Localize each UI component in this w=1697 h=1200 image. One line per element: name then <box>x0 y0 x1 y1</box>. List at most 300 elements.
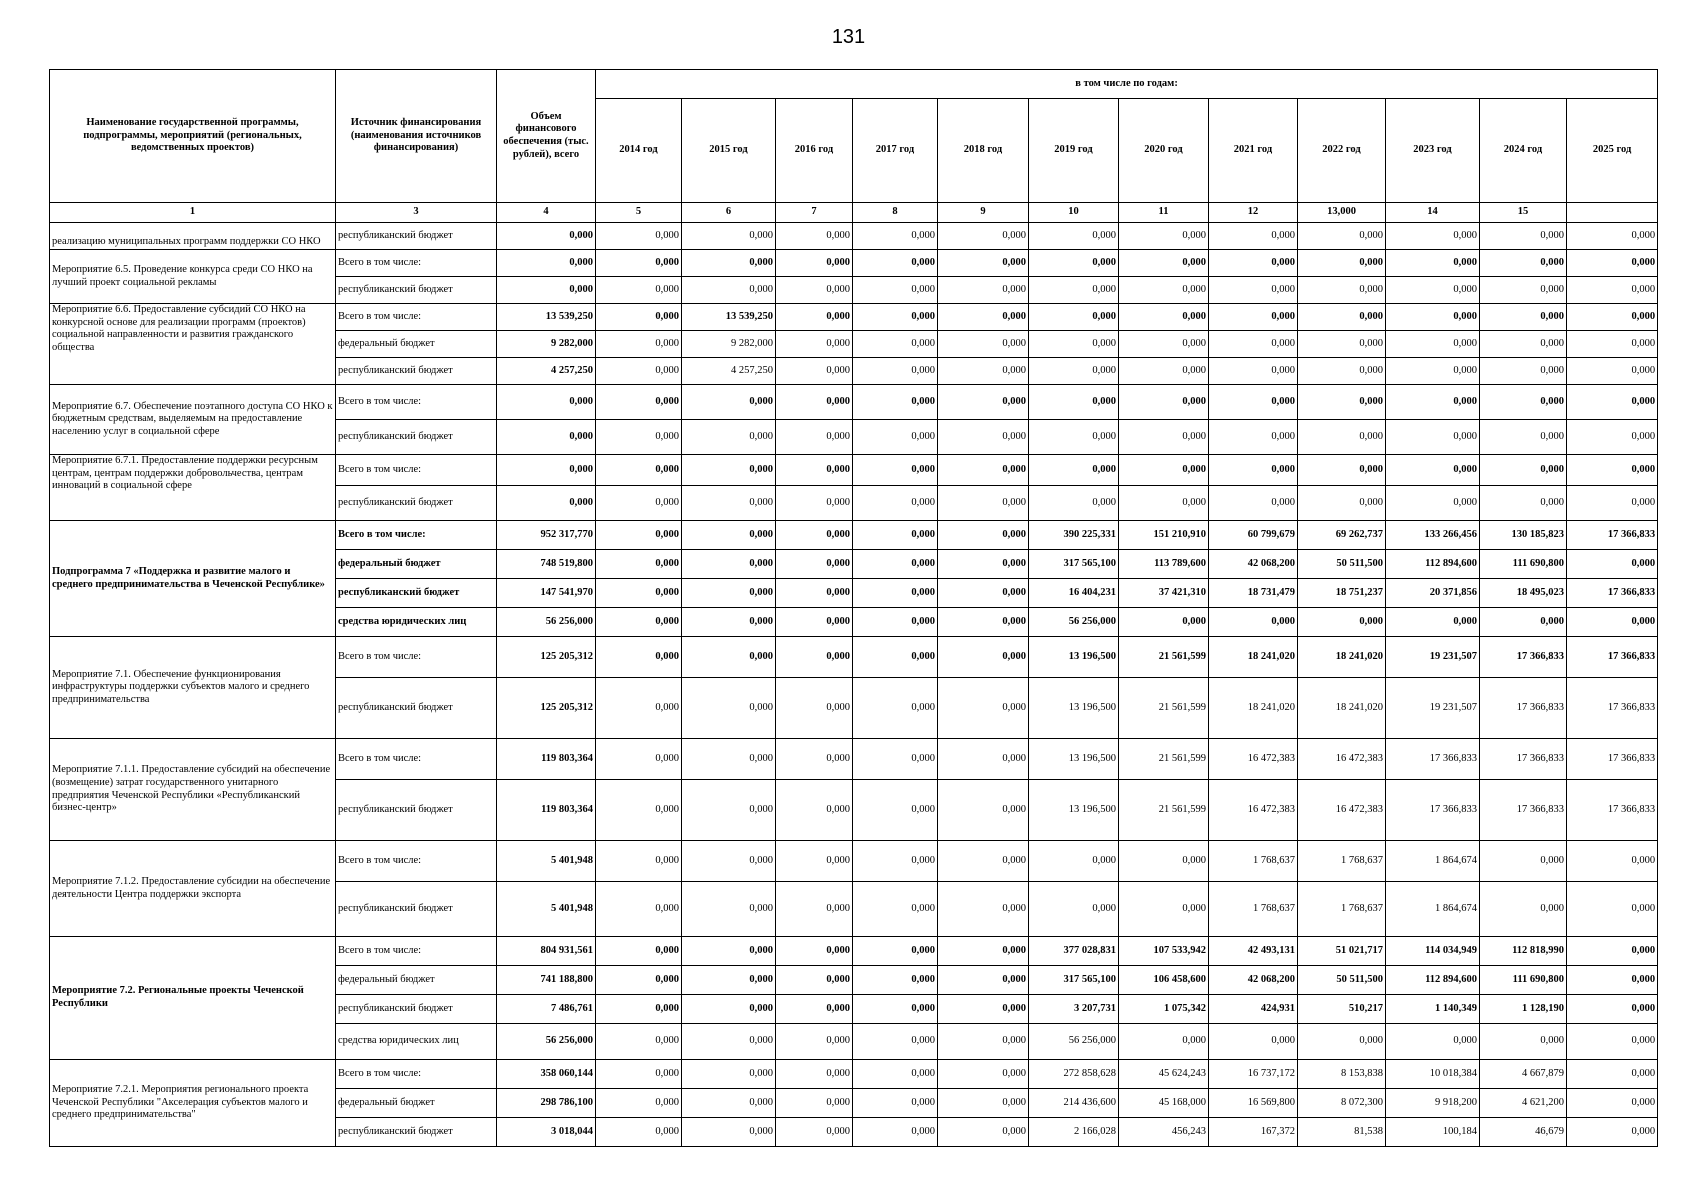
program-name-cell: Мероприятие 7.2. Региональные проекты Чеченской Республики <box>50 937 336 1060</box>
header-year: 2016 год <box>776 99 853 203</box>
year-value: 3 207,731 <box>1029 995 1119 1024</box>
header-source: Источник финансирования (наименования источников финансирования) <box>336 70 497 203</box>
year-value: 0,000 <box>938 1060 1029 1089</box>
year-value: 0,000 <box>1567 937 1658 966</box>
year-value: 0,000 <box>853 358 938 385</box>
program-name-cell <box>50 223 336 250</box>
table-row <box>50 455 1658 486</box>
year-value: 18 751,237 <box>1298 579 1386 608</box>
year-value: 0,000 <box>853 780 938 841</box>
year-value: 0,000 <box>1029 223 1119 250</box>
year-value: 4 621,200 <box>1480 1089 1567 1118</box>
year-value: 0,000 <box>853 1089 938 1118</box>
year-value: 0,000 <box>776 966 853 995</box>
funding-source: республиканский бюджет <box>336 995 497 1024</box>
year-value: 21 561,599 <box>1119 739 1209 780</box>
year-value: 0,000 <box>776 304 853 331</box>
column-number: 4 <box>497 203 596 223</box>
year-value: 0,000 <box>1298 385 1386 420</box>
year-value: 0,000 <box>1386 486 1480 521</box>
total-value: 0,000 <box>497 250 596 277</box>
year-value: 0,000 <box>1480 358 1567 385</box>
column-number: 13,000 <box>1298 203 1386 223</box>
program-name-cell: Мероприятие 6.7. Обеспечение поэтапного доступа СО НКО к бюджетным средствам, выделяемым на предоставление населению услуг в социальной сфере <box>50 385 336 455</box>
year-value: 8 072,300 <box>1298 1089 1386 1118</box>
year-value: 0,000 <box>1119 304 1209 331</box>
year-value: 0,000 <box>776 277 853 304</box>
program-name-cell: Мероприятие 7.1.1. Предоставление субсидий на обеспечение (возмещение) затрат государственного унитарного предприятия Чеченской Республики «Республиканский бизнес-центр» <box>50 739 336 841</box>
year-value: 1 075,342 <box>1119 995 1209 1024</box>
year-value: 0,000 <box>1480 304 1567 331</box>
year-value: 56 256,000 <box>1029 1024 1119 1060</box>
year-value: 0,000 <box>853 739 938 780</box>
year-value: 0,000 <box>938 739 1029 780</box>
year-value: 17 366,833 <box>1386 780 1480 841</box>
header-year: 2018 год <box>938 99 1029 203</box>
year-value: 0,000 <box>1029 304 1119 331</box>
year-value: 0,000 <box>776 780 853 841</box>
year-value: 0,000 <box>1119 1024 1209 1060</box>
funding-source: Всего в том числе: <box>336 385 497 420</box>
year-value: 0,000 <box>1209 385 1298 420</box>
year-value: 0,000 <box>853 1118 938 1147</box>
table-row <box>50 521 1658 550</box>
year-value: 0,000 <box>938 882 1029 937</box>
year-value: 19 231,507 <box>1386 678 1480 739</box>
funding-source: республиканский бюджет <box>336 420 497 455</box>
year-value: 0,000 <box>1298 277 1386 304</box>
year-value: 1 768,637 <box>1209 841 1298 882</box>
year-value: 0,000 <box>596 420 682 455</box>
year-value: 0,000 <box>1480 223 1567 250</box>
year-value: 0,000 <box>853 637 938 678</box>
year-value: 0,000 <box>938 521 1029 550</box>
year-value: 0,000 <box>1298 486 1386 521</box>
year-value: 17 366,833 <box>1567 780 1658 841</box>
funding-source: средства юридических лиц <box>336 1024 497 1060</box>
year-value: 0,000 <box>853 277 938 304</box>
year-value: 17 366,833 <box>1480 678 1567 739</box>
year-value: 56 256,000 <box>1029 608 1119 637</box>
year-value: 0,000 <box>1480 420 1567 455</box>
year-value: 0,000 <box>853 223 938 250</box>
table-row <box>50 250 1658 277</box>
year-value: 0,000 <box>938 1024 1029 1060</box>
year-value: 0,000 <box>1209 304 1298 331</box>
year-value: 0,000 <box>682 678 776 739</box>
year-value: 1 768,637 <box>1298 882 1386 937</box>
year-value: 0,000 <box>1119 486 1209 521</box>
funding-source: Всего в том числе: <box>336 250 497 277</box>
year-value: 0,000 <box>682 1118 776 1147</box>
year-value: 16 472,383 <box>1298 739 1386 780</box>
program-name-cell: Подпрограмма 7 «Поддержка и развитие малого и среднего предпринимательства в Чеченской Республике» <box>50 521 336 637</box>
table-row <box>50 937 1658 966</box>
year-value: 0,000 <box>776 550 853 579</box>
year-value: 0,000 <box>596 966 682 995</box>
year-value: 0,000 <box>1567 995 1658 1024</box>
year-value: 0,000 <box>682 385 776 420</box>
year-value: 0,000 <box>1029 486 1119 521</box>
year-value: 0,000 <box>1298 358 1386 385</box>
year-value: 0,000 <box>938 1118 1029 1147</box>
year-value: 0,000 <box>1386 223 1480 250</box>
year-value: 0,000 <box>1386 455 1480 486</box>
year-value: 0,000 <box>1029 277 1119 304</box>
year-value: 424,931 <box>1209 995 1298 1024</box>
year-value: 0,000 <box>596 608 682 637</box>
column-number: 12 <box>1209 203 1298 223</box>
total-value: 298 786,100 <box>497 1089 596 1118</box>
year-value: 0,000 <box>853 966 938 995</box>
year-value: 0,000 <box>776 678 853 739</box>
year-value: 0,000 <box>596 1118 682 1147</box>
table-row <box>50 739 1658 780</box>
year-value: 0,000 <box>1209 1024 1298 1060</box>
year-value: 0,000 <box>853 550 938 579</box>
year-value: 0,000 <box>1386 1024 1480 1060</box>
header-year: 2021 год <box>1209 99 1298 203</box>
header-year: 2024 год <box>1480 99 1567 203</box>
column-number: 15 <box>1480 203 1567 223</box>
total-value: 119 803,364 <box>497 780 596 841</box>
year-value: 0,000 <box>596 521 682 550</box>
year-value: 0,000 <box>682 780 776 841</box>
year-value: 0,000 <box>938 966 1029 995</box>
year-value: 0,000 <box>853 486 938 521</box>
year-value: 0,000 <box>1029 250 1119 277</box>
year-value: 69 262,737 <box>1298 521 1386 550</box>
year-value: 0,000 <box>1386 331 1480 358</box>
year-value: 19 231,507 <box>1386 637 1480 678</box>
year-value: 0,000 <box>938 277 1029 304</box>
column-number: 11 <box>1119 203 1209 223</box>
year-value: 0,000 <box>682 277 776 304</box>
year-value: 2 166,028 <box>1029 1118 1119 1147</box>
year-value: 18 241,020 <box>1209 637 1298 678</box>
table-row <box>50 637 1658 678</box>
total-value: 741 188,800 <box>497 966 596 995</box>
funding-source: республиканский бюджет <box>336 678 497 739</box>
year-value: 81,538 <box>1298 1118 1386 1147</box>
year-value: 112 894,600 <box>1386 966 1480 995</box>
year-value: 45 624,243 <box>1119 1060 1209 1089</box>
year-value: 0,000 <box>1567 1024 1658 1060</box>
year-value: 13 196,500 <box>1029 780 1119 841</box>
funding-source: средства юридических лиц <box>336 608 497 637</box>
total-value: 56 256,000 <box>497 608 596 637</box>
year-value: 0,000 <box>596 841 682 882</box>
year-value: 0,000 <box>1209 608 1298 637</box>
header-year: 2017 год <box>853 99 938 203</box>
total-value: 0,000 <box>497 277 596 304</box>
year-value: 0,000 <box>776 1118 853 1147</box>
year-value: 0,000 <box>596 739 682 780</box>
header-year: 2014 год <box>596 99 682 203</box>
year-value: 0,000 <box>596 358 682 385</box>
year-value: 0,000 <box>682 637 776 678</box>
year-value: 0,000 <box>682 250 776 277</box>
year-value: 0,000 <box>776 486 853 521</box>
year-value: 17 366,833 <box>1567 579 1658 608</box>
year-value: 1 864,674 <box>1386 882 1480 937</box>
year-value: 0,000 <box>1480 841 1567 882</box>
year-value: 0,000 <box>776 608 853 637</box>
year-value: 0,000 <box>776 841 853 882</box>
year-value: 0,000 <box>1567 1089 1658 1118</box>
year-value: 0,000 <box>776 1089 853 1118</box>
year-value: 133 266,456 <box>1386 521 1480 550</box>
year-value: 0,000 <box>1119 250 1209 277</box>
year-value: 18 495,023 <box>1480 579 1567 608</box>
budget-table <box>49 69 1658 1147</box>
year-value: 18 241,020 <box>1298 678 1386 739</box>
year-value: 0,000 <box>682 882 776 937</box>
year-value: 0,000 <box>776 250 853 277</box>
column-number: 7 <box>776 203 853 223</box>
year-value: 0,000 <box>776 223 853 250</box>
year-value: 13 196,500 <box>1029 739 1119 780</box>
funding-source: республиканский бюджет <box>336 780 497 841</box>
year-value: 9 918,200 <box>1386 1089 1480 1118</box>
table-row <box>50 223 1658 250</box>
year-value: 114 034,949 <box>1386 937 1480 966</box>
year-value: 0,000 <box>1209 223 1298 250</box>
year-value: 0,000 <box>682 1024 776 1060</box>
year-value: 0,000 <box>776 1060 853 1089</box>
year-value: 0,000 <box>1567 385 1658 420</box>
year-value: 0,000 <box>938 637 1029 678</box>
year-value: 0,000 <box>776 331 853 358</box>
column-number: 1 <box>50 203 336 223</box>
year-value: 0,000 <box>776 937 853 966</box>
column-number-row <box>50 203 1658 223</box>
year-value: 0,000 <box>1209 331 1298 358</box>
year-value: 0,000 <box>1298 331 1386 358</box>
year-value: 0,000 <box>1567 882 1658 937</box>
year-value: 0,000 <box>682 841 776 882</box>
year-value: 0,000 <box>1029 841 1119 882</box>
year-value: 4 257,250 <box>682 358 776 385</box>
funding-source: федеральный бюджет <box>336 1089 497 1118</box>
year-value: 0,000 <box>1480 277 1567 304</box>
year-value: 0,000 <box>776 420 853 455</box>
year-value: 0,000 <box>938 250 1029 277</box>
year-value: 0,000 <box>682 1089 776 1118</box>
year-value: 0,000 <box>776 882 853 937</box>
total-value: 125 205,312 <box>497 637 596 678</box>
year-value: 0,000 <box>1480 331 1567 358</box>
year-value: 0,000 <box>1480 882 1567 937</box>
header-year: 2020 год <box>1119 99 1209 203</box>
year-value: 0,000 <box>596 995 682 1024</box>
year-value: 0,000 <box>596 637 682 678</box>
year-value: 0,000 <box>1119 608 1209 637</box>
year-value: 0,000 <box>682 1060 776 1089</box>
year-value: 0,000 <box>853 937 938 966</box>
year-value: 0,000 <box>596 1024 682 1060</box>
header-name: Наименование государственной программы, подпрограммы, мероприятий (региональных, ведомственных проектов) <box>50 70 336 203</box>
table-row <box>50 385 1658 420</box>
year-value: 16 569,800 <box>1209 1089 1298 1118</box>
year-value: 17 366,833 <box>1386 739 1480 780</box>
funding-source: Всего в том числе: <box>336 1060 497 1089</box>
year-value: 0,000 <box>853 678 938 739</box>
year-value: 0,000 <box>853 1024 938 1060</box>
funding-source: республиканский бюджет <box>336 486 497 521</box>
program-name-cell: Мероприятие 7.1. Обеспечение функционирования инфраструктуры поддержки субъектов малого и среднего предпринимательства <box>50 637 336 739</box>
funding-source: Всего в том числе: <box>336 841 497 882</box>
year-value: 0,000 <box>938 486 1029 521</box>
year-value: 42 493,131 <box>1209 937 1298 966</box>
year-value: 113 789,600 <box>1119 550 1209 579</box>
year-value: 0,000 <box>682 937 776 966</box>
year-value: 0,000 <box>1567 966 1658 995</box>
total-value: 7 486,761 <box>497 995 596 1024</box>
year-value: 0,000 <box>776 455 853 486</box>
funding-source: федеральный бюджет <box>336 331 497 358</box>
year-value: 46,679 <box>1480 1118 1567 1147</box>
year-value: 0,000 <box>1119 455 1209 486</box>
year-value: 0,000 <box>1480 486 1567 521</box>
year-value: 17 366,833 <box>1480 780 1567 841</box>
year-value: 0,000 <box>938 841 1029 882</box>
year-value: 0,000 <box>1209 420 1298 455</box>
funding-source: республиканский бюджет <box>336 882 497 937</box>
header-volume: Объем финансового обеспечения (тыс. рублей), всего <box>497 70 596 203</box>
year-value: 112 894,600 <box>1386 550 1480 579</box>
year-value: 0,000 <box>596 277 682 304</box>
total-value: 0,000 <box>497 455 596 486</box>
year-value: 111 690,800 <box>1480 966 1567 995</box>
year-value: 0,000 <box>776 385 853 420</box>
header-years-caption: в том числе по годам: <box>596 70 1658 99</box>
table-row <box>50 841 1658 882</box>
year-value: 0,000 <box>1029 455 1119 486</box>
total-value: 119 803,364 <box>497 739 596 780</box>
year-value: 0,000 <box>1567 550 1658 579</box>
year-value: 112 818,990 <box>1480 937 1567 966</box>
year-value: 214 436,600 <box>1029 1089 1119 1118</box>
year-value: 0,000 <box>1386 358 1480 385</box>
year-value: 0,000 <box>938 304 1029 331</box>
year-value: 0,000 <box>938 608 1029 637</box>
year-value: 0,000 <box>938 358 1029 385</box>
year-value: 272 858,628 <box>1029 1060 1119 1089</box>
year-value: 0,000 <box>1209 358 1298 385</box>
year-value: 0,000 <box>1480 608 1567 637</box>
year-value: 0,000 <box>1119 841 1209 882</box>
year-value: 0,000 <box>938 331 1029 358</box>
year-value: 45 168,000 <box>1119 1089 1209 1118</box>
year-value: 0,000 <box>938 420 1029 455</box>
year-value: 0,000 <box>1567 223 1658 250</box>
year-value: 18 731,479 <box>1209 579 1298 608</box>
year-value: 0,000 <box>1567 608 1658 637</box>
year-value: 377 028,831 <box>1029 937 1119 966</box>
total-value: 125 205,312 <box>497 678 596 739</box>
year-value: 13 196,500 <box>1029 637 1119 678</box>
total-value: 56 256,000 <box>497 1024 596 1060</box>
table-row <box>50 1060 1658 1089</box>
year-value: 0,000 <box>853 455 938 486</box>
year-value: 0,000 <box>682 455 776 486</box>
year-value: 0,000 <box>1029 358 1119 385</box>
year-value: 17 366,833 <box>1567 739 1658 780</box>
year-value: 0,000 <box>596 579 682 608</box>
year-value: 0,000 <box>1029 331 1119 358</box>
year-value: 1 128,190 <box>1480 995 1567 1024</box>
year-value: 0,000 <box>596 486 682 521</box>
column-number <box>1567 203 1658 223</box>
header-year: 2022 год <box>1298 99 1386 203</box>
year-value: 0,000 <box>1567 277 1658 304</box>
year-value: 0,000 <box>682 550 776 579</box>
year-value: 111 690,800 <box>1480 550 1567 579</box>
year-value: 0,000 <box>776 1024 853 1060</box>
table-body <box>50 223 1658 1147</box>
year-value: 0,000 <box>682 579 776 608</box>
year-value: 16 472,383 <box>1209 739 1298 780</box>
year-value: 0,000 <box>776 521 853 550</box>
year-value: 0,000 <box>938 1089 1029 1118</box>
year-value: 0,000 <box>682 486 776 521</box>
year-value: 0,000 <box>1386 277 1480 304</box>
total-value: 4 257,250 <box>497 358 596 385</box>
year-value: 107 533,942 <box>1119 937 1209 966</box>
program-name-cell: Мероприятие 7.2.1. Мероприятия регионального проекта Чеченской Республики "Акселерация субъектов малого и среднего предпринимательства" <box>50 1060 336 1147</box>
funding-source: Всего в том числе: <box>336 937 497 966</box>
year-value: 17 366,833 <box>1480 739 1567 780</box>
year-value: 0,000 <box>1119 277 1209 304</box>
year-value: 0,000 <box>776 637 853 678</box>
year-value: 0,000 <box>1209 277 1298 304</box>
year-value: 0,000 <box>938 455 1029 486</box>
year-value: 510,217 <box>1298 995 1386 1024</box>
year-value: 0,000 <box>1567 358 1658 385</box>
year-value: 17 366,833 <box>1567 521 1658 550</box>
year-value: 0,000 <box>853 331 938 358</box>
total-value: 0,000 <box>497 385 596 420</box>
year-value: 0,000 <box>682 995 776 1024</box>
total-value: 0,000 <box>497 223 596 250</box>
total-value: 147 541,970 <box>497 579 596 608</box>
year-value: 0,000 <box>1298 1024 1386 1060</box>
year-value: 0,000 <box>1567 841 1658 882</box>
year-value: 0,000 <box>682 521 776 550</box>
total-value: 0,000 <box>497 486 596 521</box>
year-value: 317 565,100 <box>1029 966 1119 995</box>
year-value: 0,000 <box>853 250 938 277</box>
header-year: 2015 год <box>682 99 776 203</box>
year-value: 0,000 <box>596 1089 682 1118</box>
year-value: 0,000 <box>1298 304 1386 331</box>
year-value: 50 511,500 <box>1298 550 1386 579</box>
year-value: 0,000 <box>1298 608 1386 637</box>
year-value: 1 768,637 <box>1209 882 1298 937</box>
year-value: 0,000 <box>1119 385 1209 420</box>
year-value: 51 021,717 <box>1298 937 1386 966</box>
column-number: 6 <box>682 203 776 223</box>
year-value: 0,000 <box>1209 486 1298 521</box>
program-name-cell: Мероприятие 7.1.2. Предоставление субсидии на обеспечение деятельности Центра поддержки экспорта <box>50 841 336 937</box>
header-year: 2023 год <box>1386 99 1480 203</box>
year-value: 0,000 <box>682 223 776 250</box>
year-value: 0,000 <box>1480 385 1567 420</box>
year-value: 21 561,599 <box>1119 678 1209 739</box>
total-value: 952 317,770 <box>497 521 596 550</box>
year-value: 50 511,500 <box>1298 966 1386 995</box>
